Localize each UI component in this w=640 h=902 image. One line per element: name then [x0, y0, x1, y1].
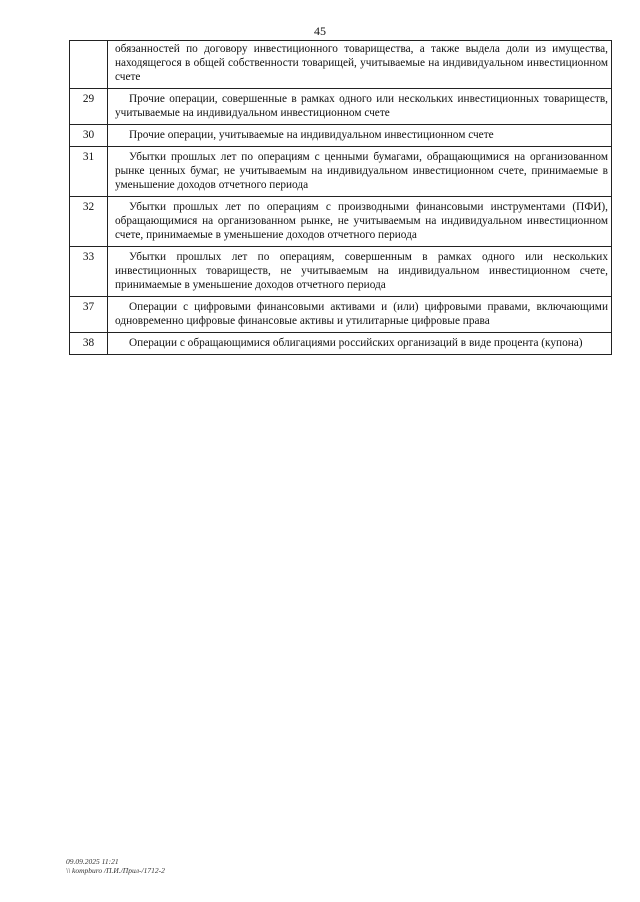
- row-description: обязанностей по договору инвестиционного товарищества, а также выдела доли из имущества, находящегося в общей собственности товарищей, учитываемые на индивидуальном инвестиционном счете: [108, 41, 612, 89]
- row-description: Убытки прошлых лет по операциям с ценными бумагами, обращающимися на организованном рынке ценных бумаг, не учитываемым на индивидуальном инвестиционном счете, принимаемые в уменьшение доходов отчетного периода: [108, 147, 612, 197]
- document-footer: [66, 857, 165, 875]
- table-row: [70, 333, 612, 355]
- row-description: Прочие операции, учитываемые на индивидуальном инвестиционном счете: [108, 125, 612, 147]
- row-code: 37: [70, 297, 108, 333]
- income-codes-table: [69, 40, 612, 355]
- footer-file-path: \\ kompburo /П.И./Прил-/1712-2: [66, 866, 165, 875]
- row-code: [70, 41, 108, 89]
- row-code: 29: [70, 89, 108, 125]
- table-row: [70, 197, 612, 247]
- row-description: Операции с обращающимися облигациями российских организаций в виде процента (купона): [108, 333, 612, 355]
- table-row: [70, 41, 612, 89]
- row-code: 32: [70, 197, 108, 247]
- row-code: 38: [70, 333, 108, 355]
- footer-date: 09.09.2025 11:21: [66, 857, 119, 866]
- row-code: 31: [70, 147, 108, 197]
- row-description: Убытки прошлых лет по операциям с производными финансовыми инструментами (ПФИ), обращающимися на организованном рынке, не учитываемым на индивидуальном инвестиционном счете, принимаемые в уменьшение доходов отчетного периода: [108, 197, 612, 247]
- table-row: [70, 247, 612, 297]
- page-number: 45: [314, 24, 326, 38]
- table-row: [70, 125, 612, 147]
- row-description: Операции с цифровыми финансовыми активами и (или) цифровыми правами, включающими одновременно цифровые финансовые активы и утилитарные цифровые права: [108, 297, 612, 333]
- row-code: 30: [70, 125, 108, 147]
- table-row: [70, 147, 612, 197]
- table-row: [70, 89, 612, 125]
- table-row: [70, 297, 612, 333]
- row-description: Прочие операции, совершенные в рамках одного или нескольких инвестиционных товариществ, учитываемые на индивидуальном инвестиционном счете: [108, 89, 612, 125]
- row-code: 33: [70, 247, 108, 297]
- row-description: Убытки прошлых лет по операциям, совершенным в рамках одного или нескольких инвестиционных товариществ, не учитываемым на индивидуальном инвестиционном счете, принимаемые в уменьшение доходов отчетного периода: [108, 247, 612, 297]
